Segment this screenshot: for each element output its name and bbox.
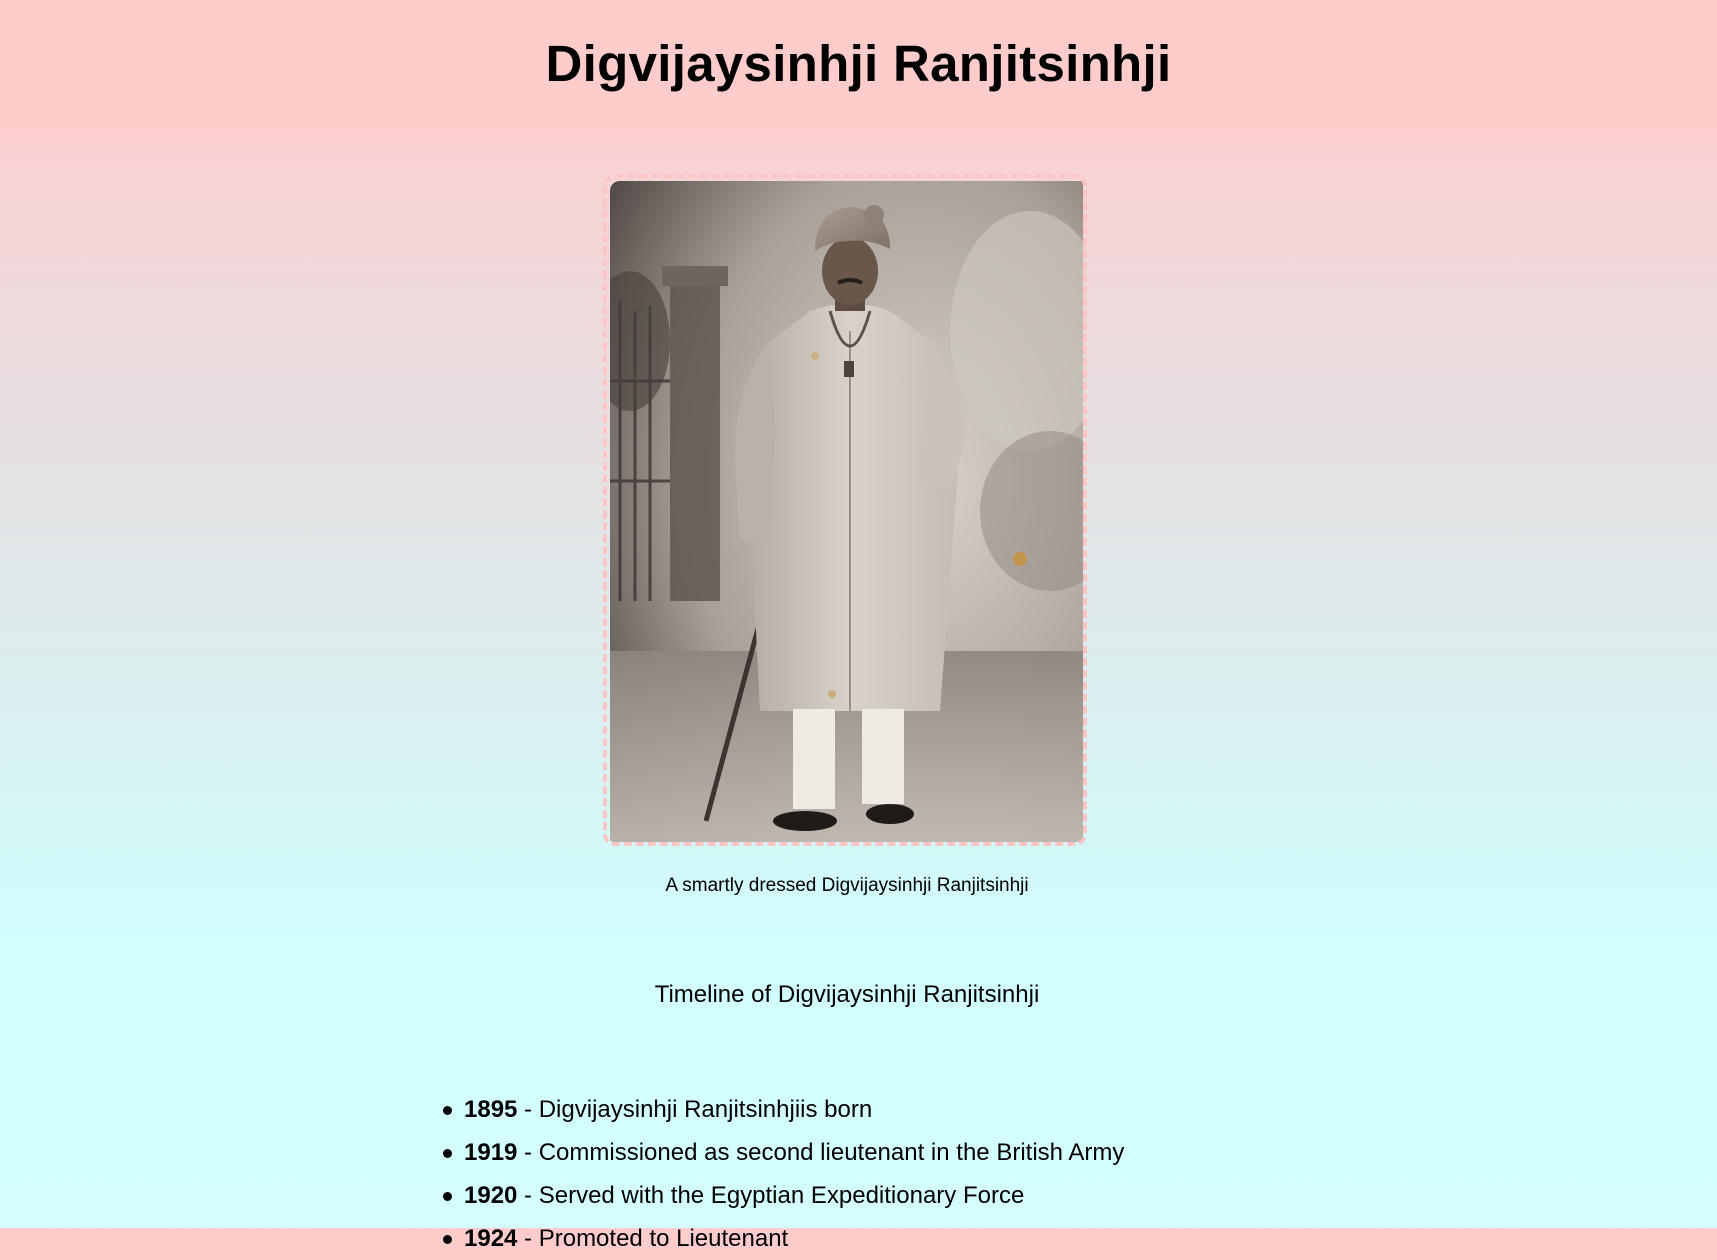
portrait-photo <box>610 181 1087 846</box>
timeline-list <box>436 1088 1124 1260</box>
timeline-text: Digvijaysinhji Ranjitsinhjiis born <box>538 1096 873 1123</box>
timeline-item <box>436 1217 1124 1260</box>
timeline-year: 1895 <box>464 1096 518 1123</box>
timeline-year: 1920 <box>464 1182 518 1209</box>
timeline-text: Served with the Egyptian Expeditionary Force <box>538 1182 1025 1209</box>
portrait-caption: A smartly dressed Digvijaysinhji Ranjitsinhji <box>665 875 1029 896</box>
page-header <box>0 0 1717 126</box>
timeline-item <box>436 1088 1124 1131</box>
timeline-year: 1924 <box>464 1225 518 1252</box>
page-title: Digvijaysinhji Ranjitsinhji <box>545 34 1172 92</box>
timeline-text: Commissioned as second lieutenant in the British Army <box>538 1139 1125 1166</box>
timeline-separator: - <box>517 1225 539 1252</box>
timeline-separator: - <box>517 1139 539 1166</box>
timeline-item <box>436 1174 1124 1217</box>
portrait-frame <box>603 174 1087 846</box>
timeline-separator: - <box>517 1096 539 1123</box>
timeline-year: 1919 <box>464 1139 518 1166</box>
timeline-text: Promoted to Lieutenant <box>538 1225 789 1252</box>
timeline-separator: - <box>517 1182 539 1209</box>
timeline-item <box>436 1131 1124 1174</box>
portrait-image <box>610 181 1087 846</box>
timeline-heading: Timeline of Digvijaysinhji Ranjitsinhji <box>654 981 1040 1008</box>
